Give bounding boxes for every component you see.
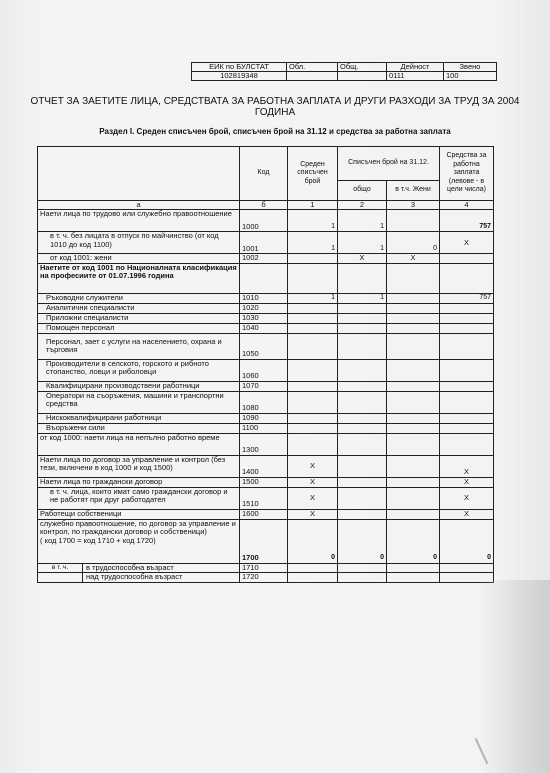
table-row: [38, 323, 494, 333]
header-total: общо: [338, 181, 387, 201]
row-total: X: [338, 254, 387, 263]
table-row: [38, 359, 494, 381]
row-avg: X: [288, 477, 338, 487]
col-letter: 1: [288, 201, 338, 210]
unit-label: Звено: [444, 63, 497, 72]
table-row: [38, 423, 494, 433]
row-code: 1710: [240, 563, 288, 572]
row-label: Наетите от код 1001 по Националната класификация на професиите от 01.07.1996 година: [38, 263, 240, 293]
row-total: 0: [338, 519, 387, 563]
row-label: Приложни специалисти: [38, 313, 240, 323]
row-label: в т. ч. лица, които имат само граждански договор и не работят при друг работодател: [38, 487, 240, 509]
header-row-1: [38, 147, 494, 181]
row-formula: ( код 1700 = код 1710 + код 1720): [40, 535, 156, 545]
header-funds: Средства за работна заплата (левове - в цели числа): [440, 147, 494, 201]
header-code: Код: [240, 147, 288, 201]
row-label: от код 1001: жени: [38, 254, 240, 263]
row-women: X: [387, 254, 440, 263]
row-women: 0: [387, 519, 440, 563]
table-row: [38, 210, 494, 232]
row-code: 1400: [240, 455, 288, 477]
row-code: 1090: [240, 413, 288, 423]
row-label: [38, 563, 240, 572]
row-code: 1002: [240, 254, 288, 263]
row-label: [38, 573, 240, 582]
row-code: 1100: [240, 423, 288, 433]
row-code: 1010: [240, 293, 288, 303]
row-code: 1070: [240, 381, 288, 391]
municipality-value: [338, 72, 387, 81]
table-row: [38, 333, 494, 359]
row-label: Наети лица по граждански договор: [38, 477, 240, 487]
row-avg: X: [288, 455, 338, 477]
row-label: Наети лица по трудово или служебно правоотношение: [38, 210, 240, 232]
vtch-label: в т. ч.: [38, 564, 83, 572]
row-label: Производители в селското, горското и рибното стопанство, ловци и риболовци: [38, 359, 240, 381]
row-label: Квалифицирани производствени работници: [38, 381, 240, 391]
table-row: [38, 313, 494, 323]
table-row: [38, 477, 494, 487]
region-value: [287, 72, 338, 81]
region-label: Обл.: [287, 63, 338, 72]
col-letter: а: [38, 201, 240, 210]
row-code: 1510: [240, 487, 288, 509]
table-row: [38, 509, 494, 519]
row-code: 1000: [240, 210, 288, 232]
row-label: Нискоквалифицирани работници: [38, 413, 240, 423]
row-avg: 1: [288, 232, 338, 254]
row-avg: 1: [288, 210, 338, 232]
row-code: 1080: [240, 391, 288, 413]
table-row: [38, 391, 494, 413]
table-row: [38, 381, 494, 391]
row-label: Оператори на съоръжения, машини и транспортни средства: [38, 391, 240, 413]
row-women: 0: [387, 232, 440, 254]
row-code: 1040: [240, 323, 288, 333]
row-funds: X: [440, 487, 494, 509]
row-code: 1720: [240, 573, 288, 582]
row-avg: 0: [288, 519, 338, 563]
row-avg: [288, 254, 338, 263]
row-code: 1030: [240, 313, 288, 323]
id-values-row: [192, 72, 497, 81]
col-letter: 3: [387, 201, 440, 210]
row-code: 1500: [240, 477, 288, 487]
row-women: [387, 210, 440, 232]
row-code: 1700: [240, 519, 288, 563]
header-list-count: Списъчен брой на 31.12.: [338, 147, 440, 181]
row-avg: X: [288, 487, 338, 509]
row-label: Помощен персонал: [38, 323, 240, 333]
row-label: Персонал, зает с услуги на населението, охрана и търговия: [38, 333, 240, 359]
table-row: [38, 433, 494, 455]
row-funds: 757: [440, 293, 494, 303]
row-label: [38, 519, 240, 563]
bulstat-label: ЕИК по БУЛСТАТ: [192, 63, 287, 72]
row-code: 1600: [240, 509, 288, 519]
row-code: 1060: [240, 359, 288, 381]
letters-row: [38, 201, 494, 210]
row-avg: X: [288, 509, 338, 519]
row-code: 1001: [240, 232, 288, 254]
row-label: Въоръжени сили: [38, 423, 240, 433]
row-label: в т. ч. без лицата в отпуск по майчинство (от код 1010 до код 1100): [38, 232, 240, 254]
row-label: Аналитични специалисти: [38, 303, 240, 313]
row-funds: X: [440, 455, 494, 477]
row-label-text: служебно правоотношение, по договор за управление и контрол, по граждански договор и собственици): [40, 519, 236, 537]
row-avg: 1: [288, 293, 338, 303]
table-row: [38, 303, 494, 313]
table-row: [38, 487, 494, 509]
col-letter: б: [240, 201, 288, 210]
header-women: в т.ч. Жени: [387, 181, 440, 201]
row-label: Наети лица по договор за управление и контрол (без тези, включени в код 1000 и код 1500): [38, 455, 240, 477]
unit-value: 100: [444, 72, 497, 81]
row-code: 1300: [240, 433, 288, 455]
row-label: от код 1000: наети лица на непълно работно време: [38, 433, 240, 455]
municipality-label: Общ.: [338, 63, 387, 72]
table-row: [38, 413, 494, 423]
table-row: [38, 232, 494, 254]
registration-id-table: [191, 62, 497, 81]
table-row: [38, 254, 494, 263]
row-funds: X: [440, 232, 494, 254]
row-total: 1: [338, 210, 387, 232]
row-funds: 0: [440, 519, 494, 563]
row-label-text: в трудоспособна възраст: [86, 563, 174, 572]
row-label: Ръководни служители: [38, 293, 240, 303]
col-letter: 4: [440, 201, 494, 210]
col-letter: 2: [338, 201, 387, 210]
table-row: [38, 293, 494, 303]
table-row: [38, 455, 494, 477]
table-row: [38, 563, 494, 572]
table-row: [38, 519, 494, 563]
section-title: Раздел I. Среден списъчен брой, списъчен брой на 31.12 и средства за работна заплата: [99, 127, 451, 136]
table-row: [38, 263, 494, 293]
row-code: 1020: [240, 303, 288, 313]
header-blank: [38, 147, 240, 201]
activity-label: Дейност: [387, 63, 444, 72]
table-row: [38, 573, 494, 582]
row-funds: X: [440, 477, 494, 487]
row-total: 1: [338, 293, 387, 303]
row-code: 1050: [240, 333, 288, 359]
row-funds: 757: [440, 210, 494, 232]
row-women: [387, 293, 440, 303]
row-label-text: над трудоспособна възраст: [86, 572, 183, 582]
activity-value: 0111: [387, 72, 444, 81]
bulstat-value: 102819348: [192, 72, 287, 81]
report-title: ОТЧЕТ ЗА ЗАЕТИТЕ ЛИЦА, СРЕДСТВАТА ЗА РАБОТНА ЗАПЛАТА И ДРУГИ РАЗХОДИ ЗА ТРУД ЗА 2004 ГОДИНА: [30, 96, 520, 118]
row-funds: [440, 254, 494, 263]
header-average: Среден списъчен брой: [288, 147, 338, 201]
employment-table: [37, 146, 494, 583]
row-label: Работещи собственици: [38, 509, 240, 519]
row-total: 1: [338, 232, 387, 254]
row-funds: X: [440, 509, 494, 519]
